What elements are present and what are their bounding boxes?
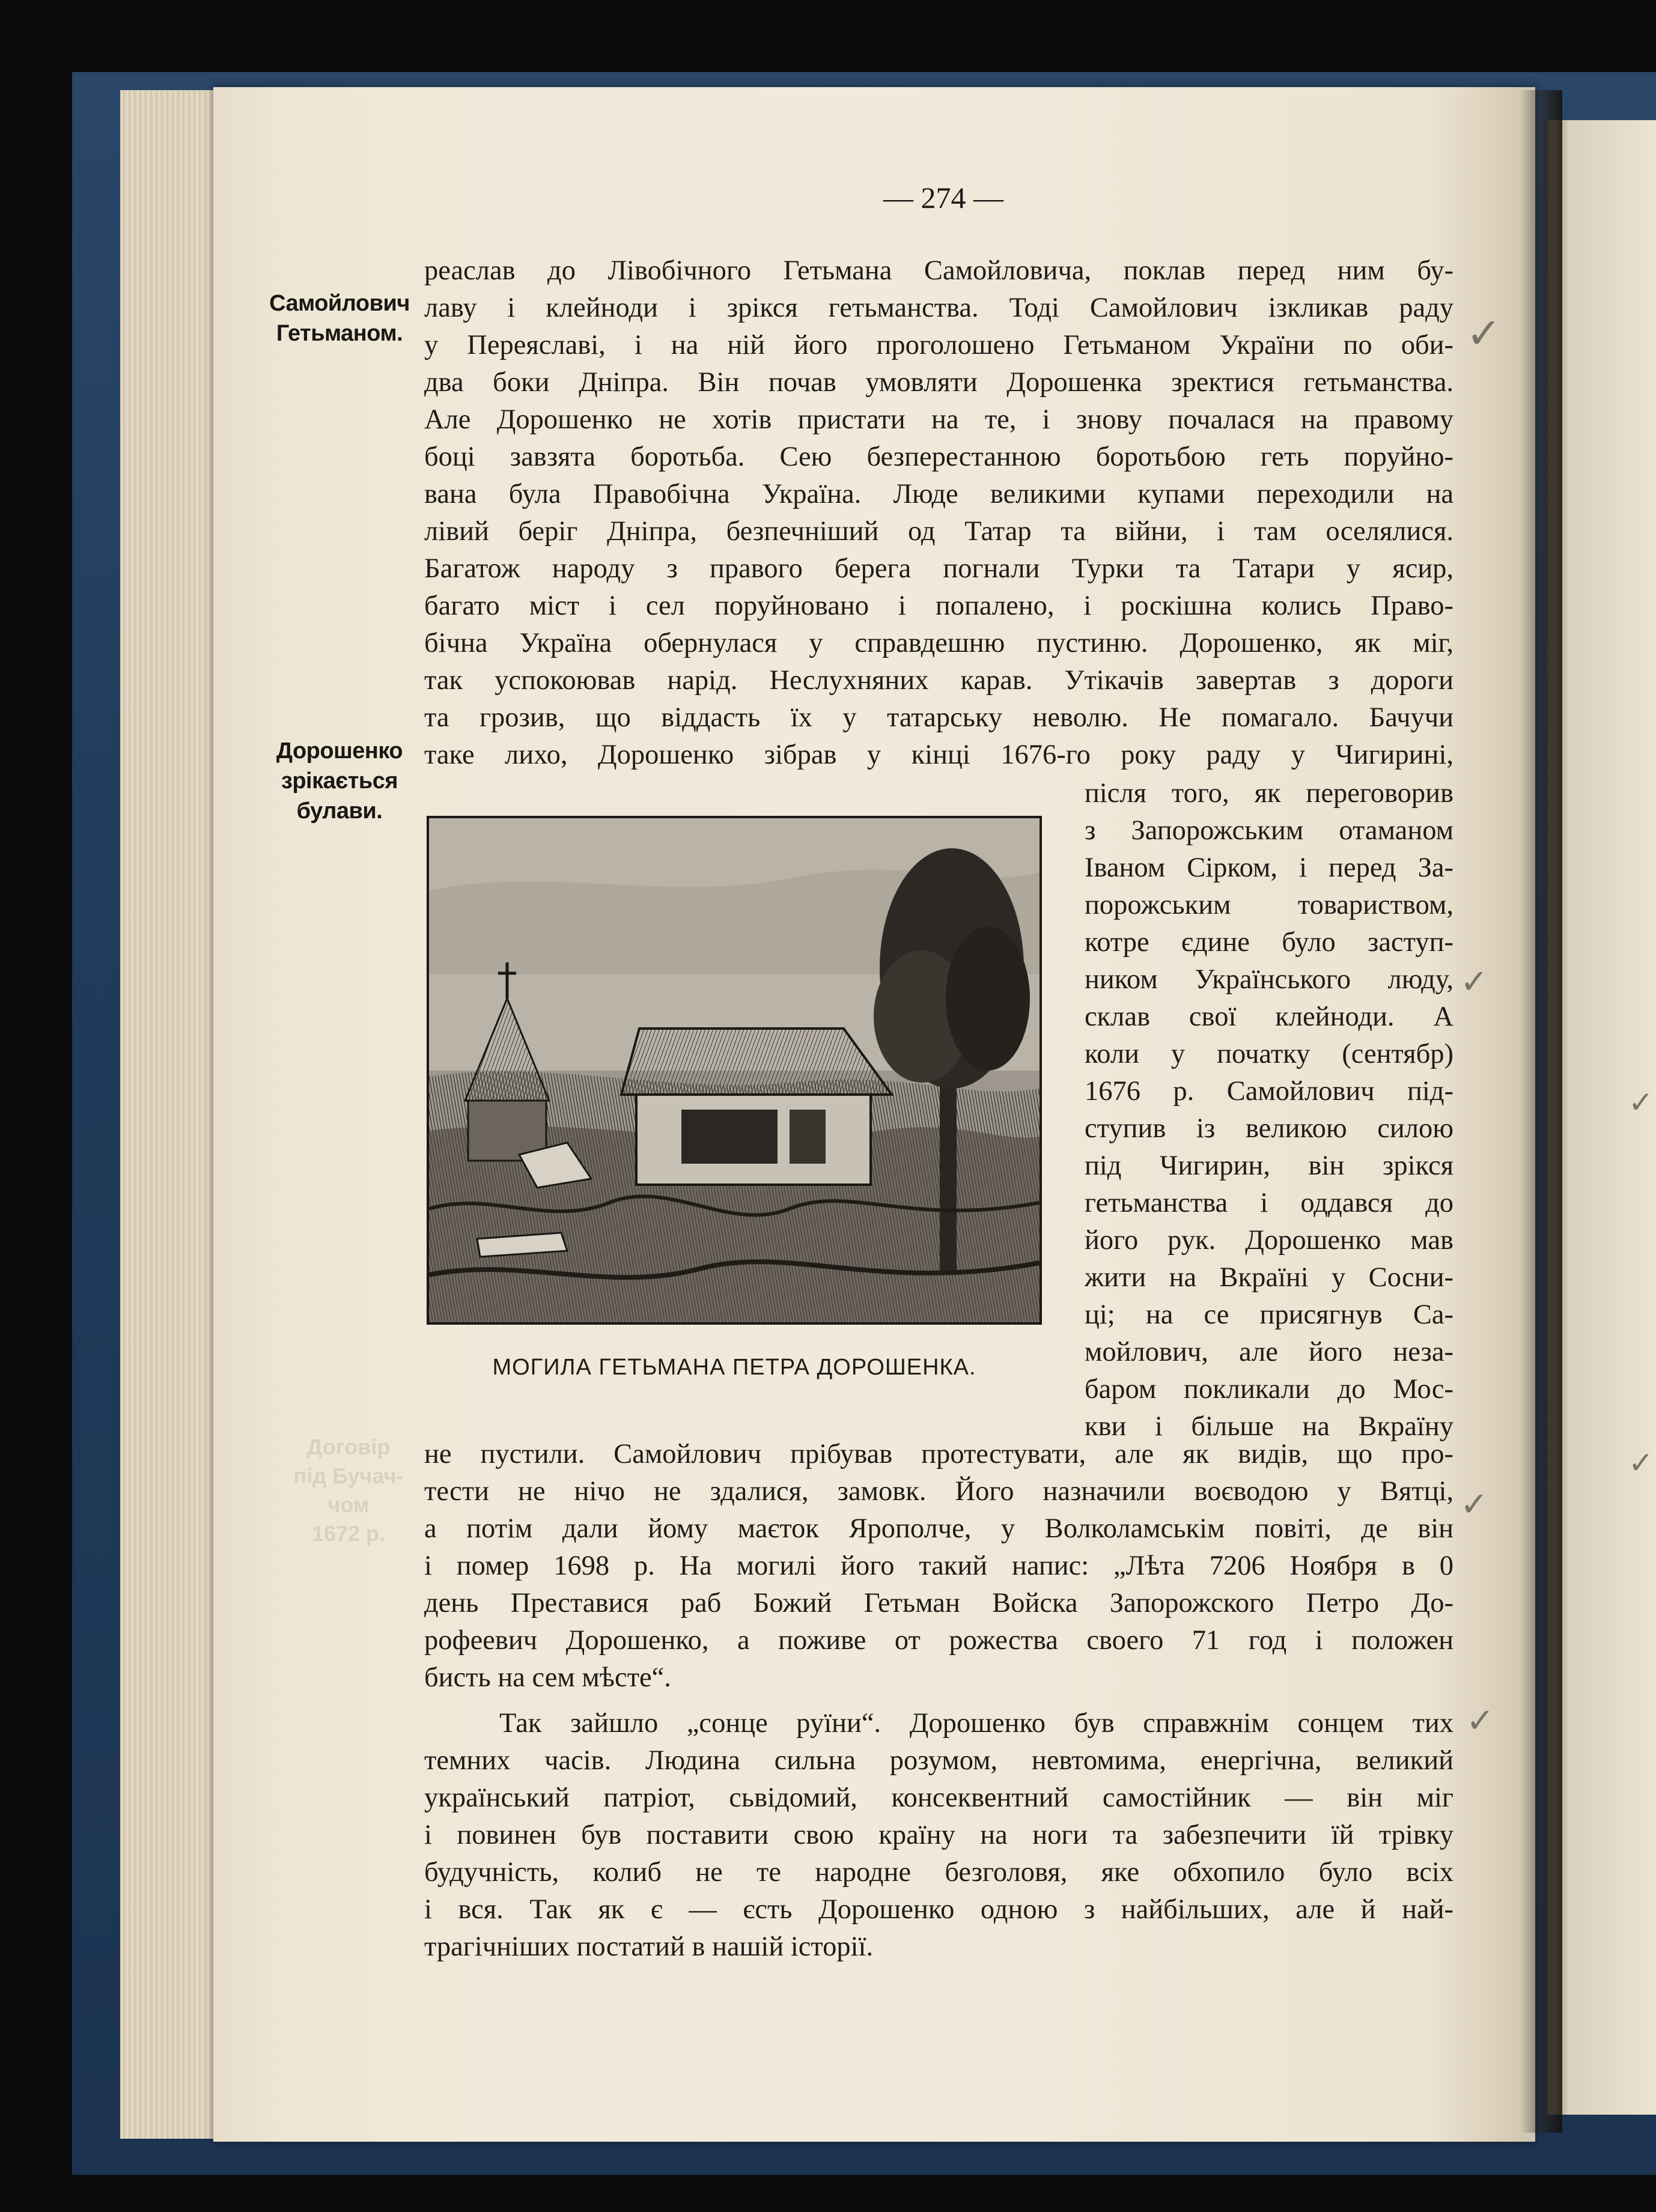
bleedthrough-line: чом — [327, 1492, 370, 1517]
text-line: кви і більше на Вкраїну — [1085, 1411, 1454, 1442]
text-line: Так зайшло „сонце руїни“. Дорошенко був справжнім сонцем тих — [499, 1708, 1454, 1739]
text-line: Багатож народу з правого берега погнали Турки та Татари у ясир, — [424, 553, 1454, 584]
text-line: та грозив, що віддасть їх у татарську неволю. Не помагало. Бачучи — [424, 702, 1454, 733]
pencil-check-mark: ✓ — [1466, 309, 1502, 358]
text-line: будучність, колиб не те народне безголовя, яке обхопило було всіх — [424, 1857, 1454, 1888]
margin-note-line: Гетьманом. — [276, 321, 403, 346]
text-line: баром покликали до Мос- — [1085, 1374, 1454, 1405]
text-line: після того, як переговорив — [1085, 778, 1454, 809]
text-line: бисть на сем мѣсте“. — [424, 1662, 671, 1693]
text-line: гетьманства і оддався до — [1085, 1188, 1454, 1218]
body-text-top — [424, 252, 1454, 774]
body-text-side — [1085, 775, 1454, 1445]
text-line: рофеевич Дорошенко, а поживе от рожества своего 71 год і положен — [424, 1625, 1454, 1656]
margin-note-samoylovych — [264, 288, 415, 348]
text-line: лівий беріг Дніпра, безпечніший од Татар та війни, і там оселялися. — [424, 516, 1454, 547]
margin-note-line: булави. — [296, 798, 383, 824]
pencil-check-mark: ✓ — [1628, 1445, 1654, 1480]
text-line: бічна Україна обернулася у справдешню пустиню. Дорошенко, як міг, — [424, 628, 1454, 658]
text-line: лаву і клейноди і зрікся гетьманства. Тоді Самойлович ізкликав раду — [424, 293, 1454, 323]
text-line: український патріот, сьвідомий, консеквентний самостійник — він міг — [424, 1782, 1454, 1813]
margin-note-bleedthrough — [282, 1433, 415, 1548]
margin-note-line: Самойлович — [269, 291, 410, 316]
text-line: жити на Вкраїні у Сосни- — [1085, 1262, 1454, 1293]
text-line: вана була Правобічна Україна. Люде великими купами переходили на — [424, 479, 1454, 509]
text-line: таке лихо, Дорошенко зібрав у кінці 1676-го року раду у Чигирині, — [424, 740, 1454, 770]
body-text-bottom — [424, 1436, 1454, 1966]
text-line: боці завзята боротьба. Сею безперестанною боротьбою геть поруйно- — [424, 442, 1454, 472]
illustration-caption: МОГИЛА ГЕТЬМАНА ПЕТРА ДОРОШЕНКА. — [492, 1355, 976, 1380]
bleedthrough-line: під Бучач- — [293, 1463, 404, 1488]
text-line: котре єдине було заступ- — [1085, 927, 1454, 958]
text-line: з Запорожським отаманом — [1085, 815, 1454, 846]
text-line: ці; на се присягнув Са- — [1085, 1299, 1454, 1330]
text-line: темних часів. Людина сильна розумом, невтомима, енергічна, великий — [424, 1745, 1454, 1776]
text-line: Але Дорошенко не хотів пристати на те, і знову почалася на правому — [424, 404, 1454, 435]
text-line: і вся. Так як є — єсть Дорошенко одною з найбільших, але й най- — [424, 1894, 1454, 1925]
text-line: два боки Дніпра. Він почав умовляти Дорошенка зректися гетьманства. — [424, 367, 1454, 398]
text-line: і помер 1698 р. На могилі його такий напис: „Лѣта 7206 Ноября в 0 — [424, 1551, 1454, 1581]
text-line: а потім дали йому маєток Ярополче, у Волколамськім повіті, де він — [424, 1513, 1454, 1544]
text-line: тести не нічо не здалися, замовк. Його назначили воєводою у Вятці, — [424, 1476, 1454, 1507]
text-line: Іваном Сірком, і перед За- — [1085, 852, 1454, 883]
pencil-check-mark: ✓ — [1460, 1485, 1488, 1524]
book-gutter — [1520, 90, 1562, 2133]
text-line: день Преставися раб Божий Гетьман Войска Запорожского Петро До- — [424, 1588, 1454, 1618]
text-line: його рук. Дорошенко мав — [1085, 1225, 1454, 1256]
margin-note-doroshenko — [264, 736, 415, 826]
margin-note-line: зрікається — [281, 768, 398, 794]
page-number: — 274 — — [883, 181, 1003, 214]
text-line: багато міст і сел поруйновано і попалено, і роскішна колись Право- — [424, 591, 1454, 621]
grave-illustration — [427, 816, 1042, 1325]
text-line: так успокоював нарід. Неслухняних карав. Утікачів завертав з дороги — [424, 665, 1454, 696]
text-line: мойлович, але його неза- — [1085, 1337, 1454, 1367]
text-line: 1676 р. Самойлович під- — [1085, 1076, 1454, 1107]
grave-engraving-image — [429, 818, 1040, 1322]
text-line: ступив із великою силою — [1085, 1113, 1454, 1144]
text-line: реаслав до Лівобічного Гетьмана Самойловича, поклав перед ним бу- — [424, 255, 1454, 286]
margin-note-line: Дорошенко — [276, 738, 403, 764]
text-line: коли у початку (сентябр) — [1085, 1039, 1454, 1069]
pencil-check-mark: ✓ — [1466, 1701, 1494, 1740]
bleedthrough-line: 1672 р. — [311, 1521, 386, 1546]
bleedthrough-line: Договір — [306, 1435, 391, 1459]
text-line: трагічніших постатий в нашій історії. — [424, 1931, 874, 1962]
text-line: у Переяславі, і на ній його проголошено Гетьманом України по оби- — [424, 330, 1454, 360]
pencil-check-mark: ✓ — [1460, 962, 1488, 1001]
pencil-check-mark: ✓ — [1628, 1085, 1654, 1120]
text-line: і повинен був поставити свою країну на ноги та забезпечити їй трівку — [424, 1820, 1454, 1850]
text-line: склав свої клейноди. А — [1085, 1001, 1454, 1032]
text-line: не пустили. Самойлович прібував протестувати, але як видів, що про- — [424, 1439, 1454, 1469]
text-line: під Чигирин, він зрікся — [1085, 1150, 1454, 1181]
text-line: ником Українського люду, — [1085, 964, 1454, 995]
text-line: порожським товариством, — [1085, 890, 1454, 920]
